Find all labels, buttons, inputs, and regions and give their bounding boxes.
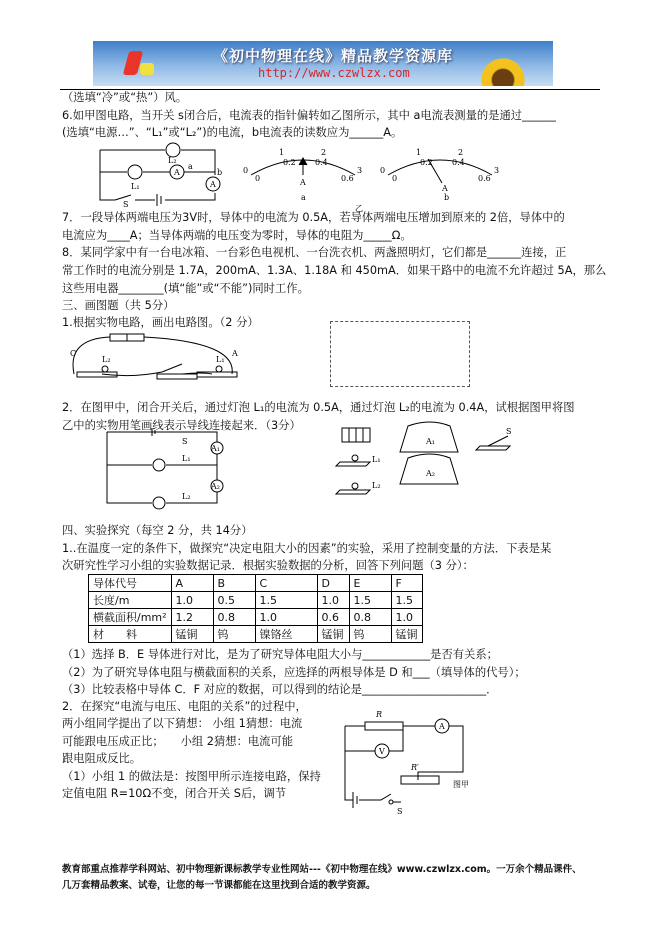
footer-line1: 教育部重点推荐学科网站、初中物理新课标教学专业性网站---《初中物理在线》www.czwlzx.com。一万余个精品课件、 [62, 864, 582, 875]
banner-title: 《初中物理在线》精品教学资源库 [213, 47, 454, 65]
label-a: a [188, 162, 193, 171]
label-r-prime: R′ [411, 763, 419, 772]
table-cell: 0.6 [317, 609, 349, 626]
s3-q2-line1: 2．在图甲中，闭合开关后，通过灯泡 L₁的电流为 0.5A，通过灯泡 L₂的电流为 0.4A，试根据图甲将图 [62, 401, 575, 414]
table-cell: 镍铬丝 [255, 626, 317, 643]
tick-0-2: 0.2 [420, 158, 433, 167]
fig-label: 图甲 [453, 780, 469, 789]
label-l2: L₂ [182, 492, 191, 501]
tick-2: 2 [321, 148, 327, 157]
tick-0: 0 [243, 166, 249, 175]
q8-line3: 这些用电器________(填“能”或“不能”)同时工作。 [62, 282, 309, 295]
table-cell: E [349, 575, 391, 592]
label-ammeter: A [439, 722, 445, 731]
s4-q1-line1: 1..在温度一定的条件下，做探究“决定电阻大小的因素”的实验，采用了控制变量的方法．下表是某 [62, 542, 552, 555]
tick-0-6: 0.6 [478, 174, 491, 183]
s4-q2-line: 2．在探究“电流与电压、电阻的关系”的过程中， [62, 700, 307, 713]
tick-3: 3 [357, 166, 363, 175]
footer-line2: 几万套精品教案、试卷，让您的每一节课都能在这里找到合适的教学资源。 [62, 880, 376, 891]
label-l2: L₂ [168, 156, 177, 165]
q6-circuit-diagram [95, 145, 223, 209]
table-cell: 锰铜 [391, 626, 422, 643]
label-l1: L₁ [131, 182, 140, 191]
table-cell: 钨 [213, 626, 255, 643]
s3-q2-circuit-jia [107, 430, 237, 505]
table-row [89, 609, 423, 626]
section3-title: 三、画图题（共 5分） [62, 299, 175, 312]
banner-url[interactable]: http://www.czwlzx.com [258, 66, 410, 80]
dial-label-b: b [444, 193, 450, 202]
label-b-meter: A [210, 180, 216, 189]
tick-0-6: 0.6 [341, 174, 354, 183]
s4-q2-circuit-jia [335, 710, 505, 816]
dial-label-a: a [301, 193, 306, 202]
header-banner [93, 41, 553, 86]
q8-line2: 常工作时的电流分别是 1.7A，200mA、1.3A、1.18A 和 450mA．如果干路中的电流不允许超过 5A，那么 [62, 264, 607, 277]
label-l1: L₁ [216, 355, 225, 364]
table-cell: 1.2 [171, 609, 213, 626]
table-cell: 0.5 [213, 592, 255, 609]
label-a2: A₂ [426, 469, 435, 478]
label-r: R [376, 710, 383, 719]
answer-drawing-box[interactable] [330, 321, 470, 387]
table-cell: D [317, 575, 349, 592]
q7-line2: 电流应为____A；当导体两端的电压变为零时，导体的电阻为_____Ω。 [62, 229, 412, 242]
label-s: S [123, 200, 129, 209]
sunflower-image [478, 55, 528, 86]
table-cell: 0.8 [213, 609, 255, 626]
label-a2: A₂ [211, 482, 220, 491]
table-cell: 1.0 [391, 609, 422, 626]
table-cell: 锰铜 [171, 626, 213, 643]
label-s: S [397, 807, 403, 816]
s3-q1-physical-circuit [72, 334, 242, 384]
unit-a: A [442, 184, 448, 193]
label-l1: L₁ [372, 455, 381, 464]
table-cell: 横截面积/mm² [89, 609, 172, 626]
label-voltmeter: V [379, 747, 385, 756]
tick-0-4: 0.4 [315, 158, 328, 167]
table-cell: C [255, 575, 317, 592]
table-header-row [89, 575, 423, 592]
s4-sub2: （2）为了研究导体电阻与横截面积的关系，应选择的两根导体是 D 和___（填导体的代号）； [62, 666, 526, 679]
label-a: A [232, 349, 238, 358]
tick-0: 0 [380, 166, 386, 175]
label-l1: L₁ [182, 454, 191, 463]
tick-3: 3 [494, 166, 500, 175]
table-cell: F [391, 575, 422, 592]
label-b: b [217, 168, 223, 177]
table-cell: 长度/m [89, 592, 172, 609]
s4-q2-line: 定值电阻 R=10Ω不变，闭合开关 S后，调节 [62, 787, 287, 800]
label-a1: A₁ [211, 444, 220, 453]
label-s: S [182, 437, 188, 446]
table-cell: 1.5 [349, 592, 391, 609]
ammeter-b-dial [380, 145, 510, 215]
table-cell: 钨 [349, 626, 391, 643]
tick-1: 1 [279, 148, 285, 157]
resistance-data-table [88, 574, 423, 643]
fig-label-yi: 乙 [355, 204, 363, 213]
table-cell: 锰铜 [317, 626, 349, 643]
table-cell: 1.5 [255, 592, 317, 609]
table-cell: 导体代号 [89, 575, 172, 592]
unit-a: A [300, 178, 306, 187]
logo-icon-accent [140, 63, 154, 75]
tick-0-4: 0.4 [452, 158, 465, 167]
s3-q2-line2: 乙中的实物用笔画线表示导线连接起来．（3分） [62, 419, 301, 432]
s4-q2-line: 跟电阻成反比。 [62, 752, 142, 765]
table-cell: 1.0 [255, 609, 317, 626]
s4-q2-line: 可能跟电压成正比； 小组 2猜想：电流可能 [62, 735, 294, 748]
table-cell: 1.0 [171, 592, 213, 609]
table-cell: 1.0 [317, 592, 349, 609]
s4-sub1: （1）选择 B．E 导体进行对比，是为了研究导体电阻大小与____________是否有关系； [62, 648, 498, 661]
q5-tail: （选填“冷”或“热”）风。 [62, 91, 188, 104]
table-cell: 0.8 [349, 609, 391, 626]
label-a1: A₁ [426, 437, 435, 446]
ammeter-a-dial [243, 145, 373, 215]
q8-line1: 8．某同学家中有一台电冰箱、一台彩色电视机、一台洗衣机、两盏照明灯，它们都是______连接，正 [62, 246, 567, 259]
s4-q1-line2: 次研究性学习小组的实验数据记录．根据实验数据的分析，回答下列问题（3 分）： [62, 559, 474, 572]
table-cell: 材 料 [89, 626, 172, 643]
table-cell: 1.5 [391, 592, 422, 609]
q7-line1: 7．一段导体两端电压为3V时，导体中的电流为 0.5A，若导体两端电压增加到原来的 2倍，导体中的 [62, 211, 565, 224]
tick-0: 0 [392, 174, 398, 183]
tick-0-2: 0.2 [283, 158, 296, 167]
label-a-meter: A [174, 168, 180, 177]
s4-q2-line: 两小组同学提出了以下猜想： 小组 1猜想：电流 [62, 717, 303, 730]
q6-line1: 6.如甲图电路，当开关 s闭合后，电流表的指针偏转如乙图所示，其中 a电流表测量的是通过______ [62, 109, 556, 122]
label-l2: L₂ [102, 355, 111, 364]
label-c: C [70, 349, 77, 358]
label-l2: L₂ [372, 481, 381, 490]
s4-q2-line: （1）小组 1 的做法是：按图甲所示连接电路，保持 [62, 770, 321, 783]
s3-q2-physical-components [330, 422, 530, 492]
table-cell: B [213, 575, 255, 592]
table-row [89, 626, 423, 643]
table-cell: A [171, 575, 213, 592]
table-row [89, 592, 423, 609]
tick-0: 0 [255, 174, 261, 183]
label-s: S [506, 427, 512, 436]
section4-title: 四、实验探究（每空 2 分，共 14分） [62, 524, 253, 537]
s3-q1: 1.根据实物电路，画出电路图。（2 分） [62, 316, 259, 329]
q6-line2: (选填“电源…”、“L₁”或“L₂”)的电流，b电流表的读数应为______A。 [62, 126, 403, 139]
tick-1: 1 [416, 148, 422, 157]
s4-sub3: （3）比较表格中导体 C．F 对应的数据，可以得到的结论是______________________． [62, 683, 498, 696]
tick-2: 2 [458, 148, 464, 157]
